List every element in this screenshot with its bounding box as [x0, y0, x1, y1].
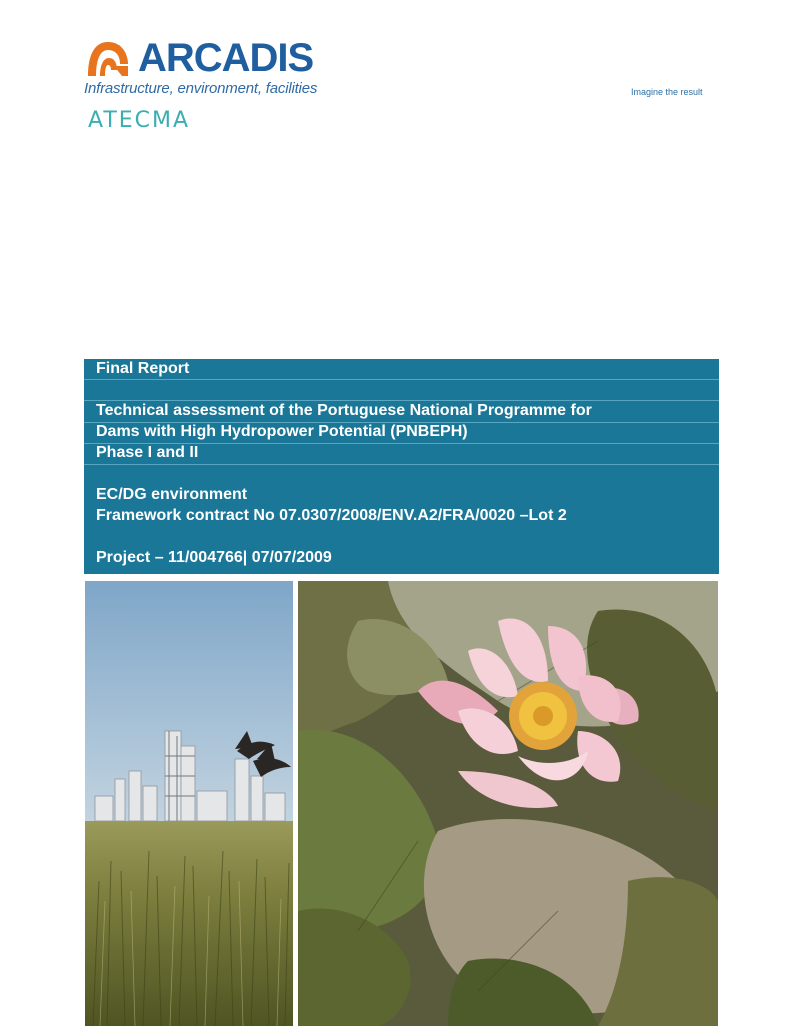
title-banner: [84, 359, 719, 574]
report-type: Final Report: [96, 360, 190, 377]
contract-label: Framework contract No 07.0307/2008/ENV.A2/FRA/0020 –Lot 2: [96, 507, 567, 524]
industrial-plant-with-birds-photo: [85, 581, 293, 1026]
brand-name: ARCADIS: [138, 36, 314, 80]
client-label: EC/DG environment: [96, 486, 248, 503]
slogan: Imagine the result: [631, 87, 703, 97]
report-title-line-2: Dams with High Hydropower Potential (PNBEPH): [96, 423, 468, 440]
arcadis-logo: [84, 36, 314, 82]
divider: [84, 379, 719, 380]
phase-label: Phase I and II: [96, 444, 199, 461]
project-label: Project – 11/004766| 07/07/2009: [96, 549, 332, 566]
water-lily-photo: [298, 581, 718, 1026]
brand-tagline: Infrastructure, environment, facilities: [84, 80, 318, 97]
arcadis-logo-icon: [84, 36, 132, 78]
report-title-line-1: Technical assessment of the Portuguese National Programme for: [96, 402, 592, 419]
divider: [84, 464, 719, 465]
partner-logo: ATECMA: [88, 108, 191, 133]
